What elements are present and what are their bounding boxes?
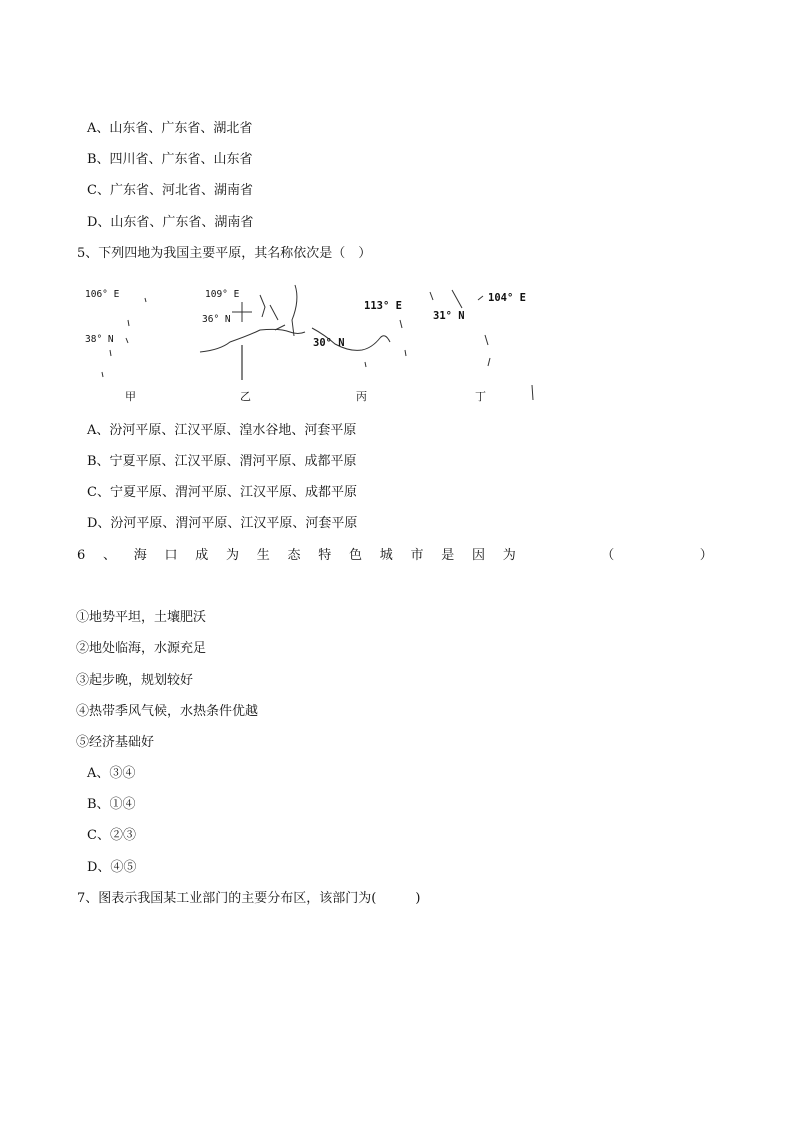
map-yi-river <box>200 329 305 352</box>
q6-stem-char: 色 <box>349 548 363 563</box>
map-yi-lines <box>260 295 285 330</box>
q6-stem-char: 是 <box>441 548 455 563</box>
q6-stem-char: 、 <box>103 548 117 563</box>
q5-maps-svg <box>80 280 540 410</box>
q6-item-1: ①地势平坦，土壤肥沃 <box>76 610 207 625</box>
q4-option-d: D、山东省、广东省、湖南省 <box>87 215 254 230</box>
q6-stem-char: 城 <box>379 548 393 563</box>
q6-item-2: ②地处临海，水源充足 <box>76 641 207 656</box>
q6-stem-char: 因 <box>472 548 486 563</box>
map-yi-tributary <box>292 285 297 336</box>
map-coord-36n: 36° N <box>202 314 231 325</box>
q6-item-5: ⑤经济基础好 <box>76 735 155 750</box>
q6-item-4: ④热带季风气候，水热条件优越 <box>76 704 259 719</box>
q6-stem-char: 海 <box>133 548 147 563</box>
q6-stem-char: ） <box>699 548 713 563</box>
q5-map-figure <box>80 280 540 410</box>
q6-option-b: B、①④ <box>87 797 136 812</box>
q6-stem-char: 生 <box>256 548 270 563</box>
q6-stem-char: 为 <box>502 548 516 563</box>
q6-stem-char: 为 <box>226 548 240 563</box>
map-coord-109e: 109° E <box>205 289 240 300</box>
map-label-jia: 甲 <box>125 390 136 403</box>
map-label-bing: 丙 <box>356 390 367 403</box>
q4-option-a: A、山东省、广东省、湖北省 <box>87 121 253 136</box>
q4-option-c: C、广东省、河北省、湖南省 <box>87 183 253 198</box>
map-coord-38n: 38° N <box>85 334 114 345</box>
q5-option-c: C、宁夏平原、渭河平原、江汉平原、成都平原 <box>87 485 357 500</box>
q6-item-3: ③起步晚，规划较好 <box>76 673 194 688</box>
q6-stem-char: 市 <box>410 548 424 563</box>
q6-option-a: A、③④ <box>87 766 136 781</box>
q6-stem-char: 成 <box>195 548 209 563</box>
q5-option-b: B、宁夏平原、江汉平原、渭河平原、成都平原 <box>87 454 357 469</box>
q6-stem <box>77 548 713 564</box>
map-coord-106e: 106° E <box>85 289 120 300</box>
q6-stem-char: 6 <box>77 548 86 563</box>
map-label-yi: 乙 <box>240 390 251 403</box>
q4-option-b: B、四川省、广东省、山东省 <box>87 152 253 167</box>
map-coord-30n: 30° N <box>313 337 345 349</box>
q5-stem: 5、下列四地为我国主要平原，其名称依次是（ ） <box>77 246 372 261</box>
map-yi-crossmark <box>232 302 252 322</box>
q5-option-d: D、汾河平原、渭河平原、江汉平原、河套平原 <box>87 516 358 531</box>
q7-stem: 7、图表示我国某工业部门的主要分布区，该部门为( ) <box>77 891 421 906</box>
q6-stem-char: （ <box>601 548 615 563</box>
q6-stem-char: 特 <box>318 548 332 563</box>
map-bing-lines <box>365 320 406 367</box>
q6-option-d: D、④⑤ <box>87 860 137 875</box>
q6-stem-char: 口 <box>164 548 178 563</box>
map-coord-31n: 31° N <box>433 310 465 322</box>
map-coord-113e: 113° E <box>364 300 402 312</box>
map-coord-104e: 104° E <box>488 292 526 304</box>
q6-stem-char: 态 <box>287 548 301 563</box>
q5-option-a: A、汾河平原、江汉平原、湟水谷地、河套平原 <box>87 423 357 438</box>
map-label-ding: 丁 <box>475 390 486 403</box>
q6-option-c: C、②③ <box>87 828 136 843</box>
map-ding-outline <box>430 290 533 400</box>
